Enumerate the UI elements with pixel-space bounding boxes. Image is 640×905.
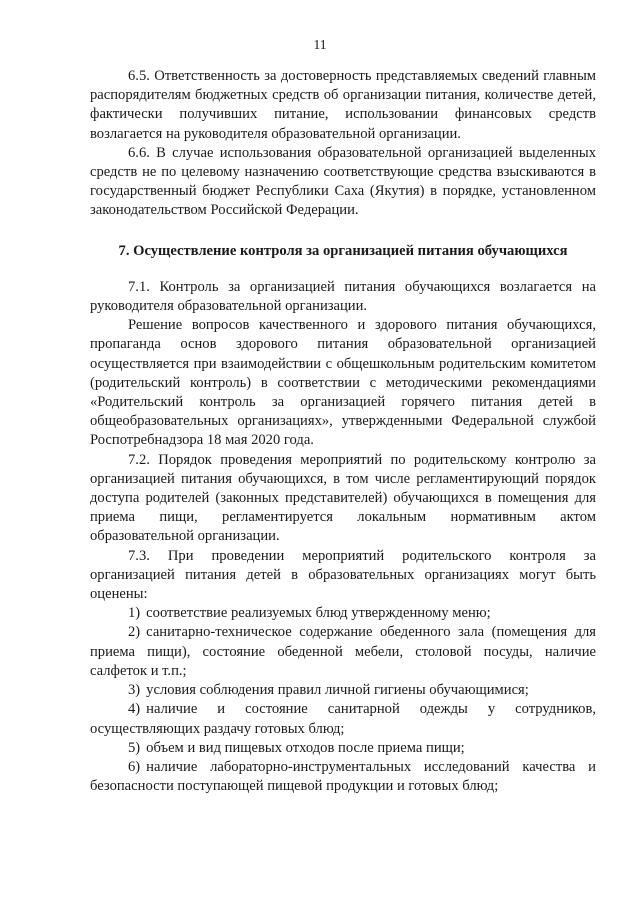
list-item-text: соответствие реализуемых блюд утвержденному меню;: [146, 605, 491, 622]
paragraph-6-6: 6.6. В случае использования образовательной организацией выделенных средств не по целевому назначению соответствующие средства взыскиваются в государственный бюджет Республики Саха (Якутия) в порядке, установленном законодательством Российской Федерации.: [90, 144, 596, 219]
list-item-text: наличие и состояние санитарной одежды у сотрудников, осуществляющих раздачу готовых блюд;: [90, 701, 596, 737]
list-item-number: 1): [128, 605, 141, 622]
paragraph-7-1-continued: Решение вопросов качественного и здорового питания обучающихся, пропаганда основ здорового питания образовательной организацией осуществляется при взаимодействии с общешкольным родительским комитетом (родительский контроль) в соответствии с методическими рекомендациями «Родительский контроль за организацией горячего питания детей в общеобразовательных организациях», утвержденными Федеральной службой Роспотребнадзора 18 мая 2020 года.: [90, 317, 596, 449]
list-item-text: санитарно-техническое содержание обеденного зала (помещения для приема пищи), состояние обеденной мебели, столовой посуды, наличие салфеток и т.п.;: [90, 624, 596, 679]
list-item-number: 6): [128, 758, 141, 775]
list-item: [90, 758, 596, 796]
list-item-text: наличие лабораторно-инструментальных исследований качества и безопасности поступающей пищевой продукции и готовых блюд;: [90, 758, 596, 795]
list-item-number: 3): [128, 682, 141, 699]
list-item: [90, 700, 596, 738]
page-number: 11: [313, 37, 327, 52]
paragraph-7-1: 7.1. Контроль за организацией питания обучающихся возлагается на руководителя образовательной организации.: [90, 278, 596, 315]
paragraph-6-5: 6.5. Ответственность за достоверность представляемых сведений главным распорядителям бюджетных средств об организации питания, количестве детей, фактически получивших питание, использовании финансовых средств возлагается на руководителя образовательной организации.: [90, 68, 596, 142]
section-heading: 7. Осуществление контроля за организацией питания обучающихся: [118, 242, 568, 259]
list-item: [90, 604, 596, 623]
document-body: [90, 67, 596, 796]
list-item: [90, 739, 596, 758]
list-item-number: 5): [128, 739, 141, 756]
paragraph-7-3: 7.3. При проведении мероприятий родительского контроля за организацией питания детей в образовательных организациях могут быть оценены:: [90, 547, 596, 603]
list-item-number: 2): [128, 624, 141, 641]
list-item-text: условия соблюдения правил личной гигиены обучающимися;: [146, 682, 529, 699]
list-item-text: объем и вид пищевых отходов после приема пищи;: [146, 739, 465, 756]
paragraph-7-2: 7.2. Порядок проведения мероприятий по родительскому контролю за организацией питания обучающихся, в том числе регламентирующий порядок доступа родителей (законных представителей) обучающихся в помещения для приема пищи, регламентируется локальным нормативным актом образовательной организации.: [90, 451, 596, 545]
list-item-number: 4): [128, 701, 141, 718]
list-item: [90, 681, 596, 700]
list-item: [90, 623, 596, 681]
